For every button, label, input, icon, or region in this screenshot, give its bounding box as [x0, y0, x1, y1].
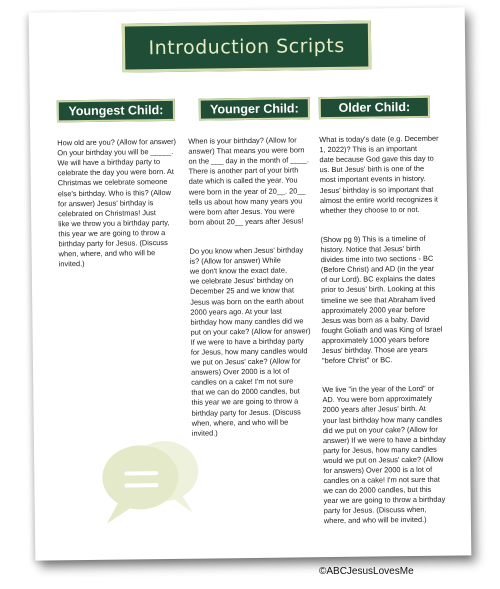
- page-title: Introduction Scripts: [148, 34, 345, 59]
- youngest-paragraph: How old are you? (Allow for answer) On your birthday you will be _____. We will have a birthday party to celebrate the day you were born. At Christmas we celebrate someone else's birthday. Who is this? (Allow for answer) Jesus' birthday is celebrated on Christmas! Just like we throw you a birthday party, this year we are going to throw a birthday party for Jesus. (Discuss when, where, and who will be invited.): [57, 136, 177, 269]
- older-paragraph-3: We live "in the year of the Lord" or AD. You were born approximately 2000 years after Jesus' birth. At your last birthday how many candles did we put on your cake? (Allow for answer) If we were to have a birthday party for Jesus, how many candles would we put on Jesus' cake? (Allow for answers) Over 2000 is a lot of candles on a cake! I'm not sure that we can do 2000 candles, but this year we are going to throw a birthday party for Jesus. (Discuss when, where, and who will be invited.): [322, 384, 446, 526]
- worksheet-page: [29, 7, 472, 560]
- older-paragraph-2: (Show pg 9) This is a timeline of history. Notice that Jesus' birth divides time into two sections - BC (Before Christ) and AD (in the year of our Lord). BC explains the dates prior to Jesus' birth. Looking at this timeline we see that Abraham lived approximately 2000 year before Jesus was born as a baby. David fought Goliath and was King of Israel approximately 1000 years before Jesus' birthday. Those are years "before Christ" or BC.: [320, 233, 443, 366]
- column-younger-text: [188, 125, 322, 457]
- younger-paragraph-2: Do you know when Jesus' birthday is? (Allow for answer) While we don't know the exact date, we celebrate Jesus' birthday on December 25 and we know that Jesus was born on the earth about 2000 years ago. At your last birthday how many candles did we put on your cake? (Allow for answer) If we were to have a birthday party for Jesus, how many candles would we put on Jesus' cake? (Allow for answers) Over 2000 is a lot of candles on a cake! I'm not sure that we can do 2000 candles, but this year we are going to throw a birthday party for Jesus. (Discuss when, where, and who will be invited.): [189, 245, 311, 438]
- younger-paragraph-1: When is your birthday? (Allow for answer) That means you were born on the ___ day in the month of ____. There is another part of your birth date which is called the year. You were born in the year of 20__. 20__ tells us about how many years you were born after Jesus. You were born about 20__ years after Jesus!: [188, 135, 309, 227]
- column-youngest-text: [57, 127, 189, 289]
- older-paragraph-1: What is today's date (e.g. December 1, 2022)? This is an important date because God gave this day to us. But Jesus' birth is one of the most important events in history. Jesus' birthday is so important that almost the entire world recognizes it whether they choose to or not.: [319, 133, 439, 215]
- column-heading-youngest: Youngest Child:: [57, 99, 175, 122]
- title-banner: [122, 21, 372, 73]
- column-heading-older: Older Child:: [319, 96, 430, 119]
- speech-bubbles-icon: [92, 431, 205, 537]
- column-older-text: [319, 124, 456, 546]
- copyright-notice: ©ABCJesusLovesMe: [319, 566, 414, 577]
- column-heading-younger: Younger Child:: [199, 97, 310, 120]
